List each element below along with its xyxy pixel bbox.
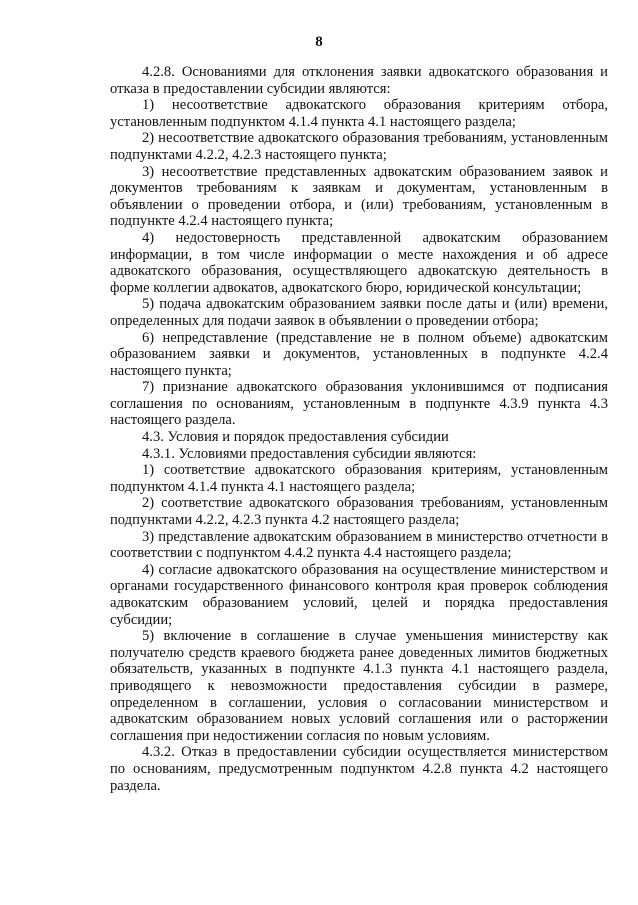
- paragraph: 6) непредставление (представление не в полном объеме) адвокатским образованием заявки и документов, установленных в подпункте 4.2.4 настоящего пункта;: [110, 329, 608, 379]
- paragraph: 7) признание адвокатского образования уклонившимся от подписания соглашения по основаниям, установленным в подпункте 4.3.9 пункта 4.3 настоящего раздела.: [110, 379, 608, 429]
- paragraph: 1) несоответствие адвокатского образования критериям отбора, установленным подпунктом 4.1.4 пункта 4.1 настоящего раздела;: [110, 97, 608, 130]
- document-body: [110, 64, 608, 794]
- section-heading: 4.3.1. Условиями предоставления субсидии являются:: [142, 445, 477, 462]
- paragraph: 4) недостоверность представленной адвокатским образованием информации, в том числе информации о месте нахождения и об адресе адвокатского образования, осуществляющего адвокатскую деятельность в форме коллегии адвокатов, адвокатского бюро, юридической консультации;: [110, 229, 608, 296]
- paragraph: 5) включение в соглашение в случае уменьшения министерству как получателю средств краевого бюджета ранее доведенных лимитов бюджетных обязательств, указанных в подпункте 4.1.3 пункта 4.1 настоящего раздела, приводящего к невозможности предоставления субсидии в размере, определенном в соглашении, условия о согласовании министерством и адвокатским образованием новых условий соглашения или о расторжении соглашения при недостижении согласия по новым условиям.: [110, 628, 608, 744]
- paragraph: 3) представление адвокатским образованием в министерство отчетности в соответствии с подпунктом 4.4.2 пункта 4.4 настоящего раздела;: [110, 528, 608, 562]
- paragraph: 2) несоответствие адвокатского образования требованиям, установленным подпунктами 4.2.2, 4.2.3 настоящего пункта;: [110, 130, 608, 163]
- section-heading: 4.3. Условия и порядок предоставления субсидии: [142, 429, 449, 446]
- page-number: 8: [315, 34, 323, 50]
- paragraph: 4.2.8. Основаниями для отклонения заявки адвокатского образования и отказа в предоставлении субсидии являются:: [110, 64, 608, 97]
- paragraph: 4.3.2. Отказ в предоставлении субсидии осуществляется министерством по основаниям, предусмотренным подпунктом 4.2.8 пункта 4.2 настоящего раздела.: [110, 744, 608, 794]
- paragraph: 1) соответствие адвокатского образования критериям, установленным подпунктом 4.1.4 пункта 4.1 настоящего раздела;: [110, 462, 608, 495]
- paragraph: 4) согласие адвокатского образования на осуществление министерством и органами государственного финансового контроля края проверок соблюдения адвокатским образованием условий, целей и порядка предоставления субсидии;: [110, 561, 608, 628]
- paragraph: 2) соответствие адвокатского образования требованиям, установленным подпунктами 4.2.2, 4.2.3 пункта 4.2 настоящего раздела;: [110, 495, 608, 529]
- paragraph: 3) несоответствие представленных адвокатским образованием заявок и документов требованиям к заявкам и документам, установленным в объявлении о проведении отбора, и (или) требованиям, установленным в подпункте 4.2.4 настоящего пункта;: [110, 163, 608, 230]
- paragraph: 5) подача адвокатским образованием заявки после даты и (или) времени, определенных для подачи заявок в объявлении о проведении отбора;: [110, 296, 608, 329]
